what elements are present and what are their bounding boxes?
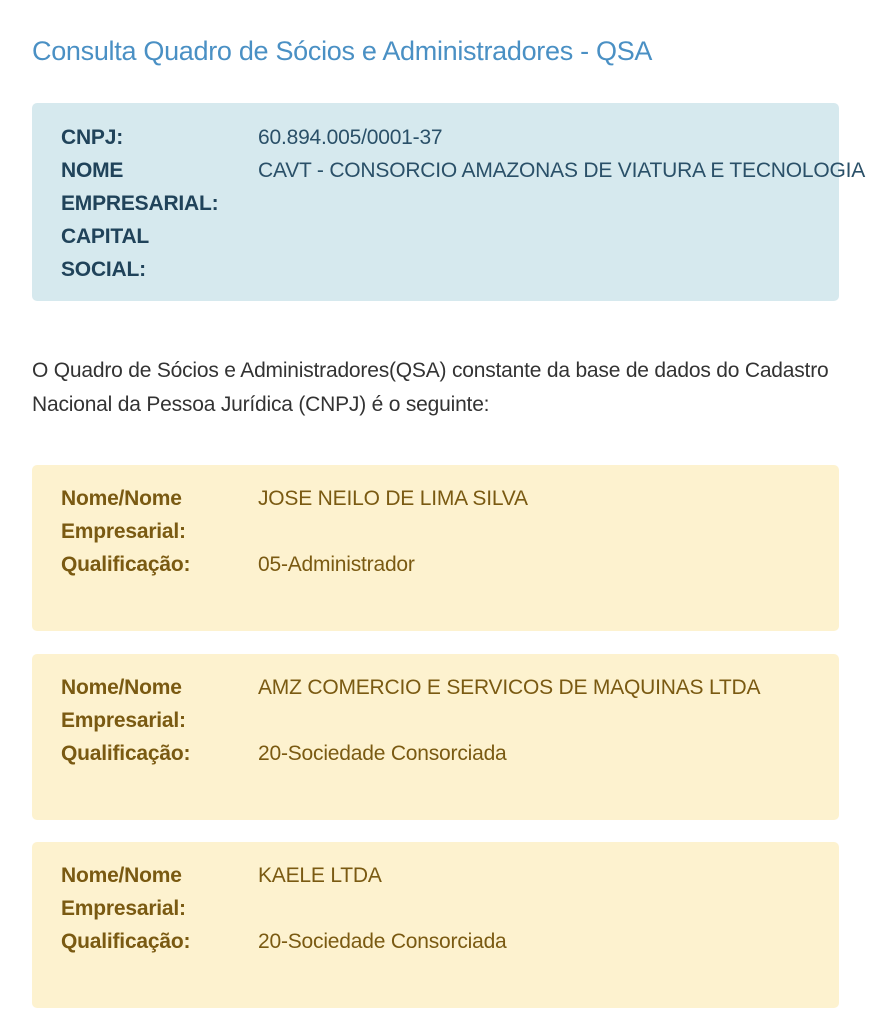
cnpj-value: 60.894.005/0001-37 — [258, 126, 443, 149]
nome-empresarial-label-line1: NOME — [61, 159, 124, 182]
partner-name-value: KAELE LTDA — [258, 864, 382, 887]
page-title: Consulta Quadro de Sócios e Administradores - QSA — [32, 36, 653, 66]
partner-name-value: AMZ COMERCIO E SERVICOS DE MAQUINAS LTDA — [258, 676, 761, 699]
partner-name-label-line1: Nome/Nome — [61, 676, 182, 699]
partner-name-label-line2: Empresarial: — [61, 520, 186, 543]
partner-qualification-label: Qualificação: — [61, 553, 191, 576]
partner-name-label-line2: Empresarial: — [61, 709, 186, 732]
company-info-box — [32, 103, 866, 301]
nome-empresarial-value: CAVT - CONSORCIO AMAZONAS DE VIATURA E TECNOLOGIA — [258, 159, 866, 182]
intro-text — [32, 354, 852, 422]
intro-line-1: O Quadro de Sócios e Administradores(QSA) constante da base de dados do Cadastro — [32, 359, 829, 382]
partner-qualification-value: 20-Sociedade Consorciada — [258, 742, 507, 765]
partner-name-label-line1: Nome/Nome — [61, 864, 182, 887]
partner-card — [32, 465, 839, 631]
partner-qualification-label: Qualificação: — [61, 742, 191, 765]
partner-card — [32, 842, 839, 1008]
partner-name-value: JOSE NEILO DE LIMA SILVA — [258, 487, 528, 510]
nome-empresarial-label-line2: EMPRESARIAL: — [61, 192, 219, 215]
partner-qualification-label: Qualificação: — [61, 930, 191, 953]
partner-name-label-line1: Nome/Nome — [61, 487, 182, 510]
partner-card — [32, 654, 839, 820]
partner-name-label-line2: Empresarial: — [61, 897, 186, 920]
intro-line-2: Nacional da Pessoa Jurídica (CNPJ) é o seguinte: — [32, 393, 490, 416]
partner-qualification-value: 20-Sociedade Consorciada — [258, 930, 507, 953]
cnpj-label: CNPJ: — [61, 126, 124, 149]
capital-social-label-line2: SOCIAL: — [61, 258, 146, 281]
partner-qualification-value: 05-Administrador — [258, 553, 415, 576]
capital-social-label-line1: CAPITAL — [61, 225, 150, 248]
